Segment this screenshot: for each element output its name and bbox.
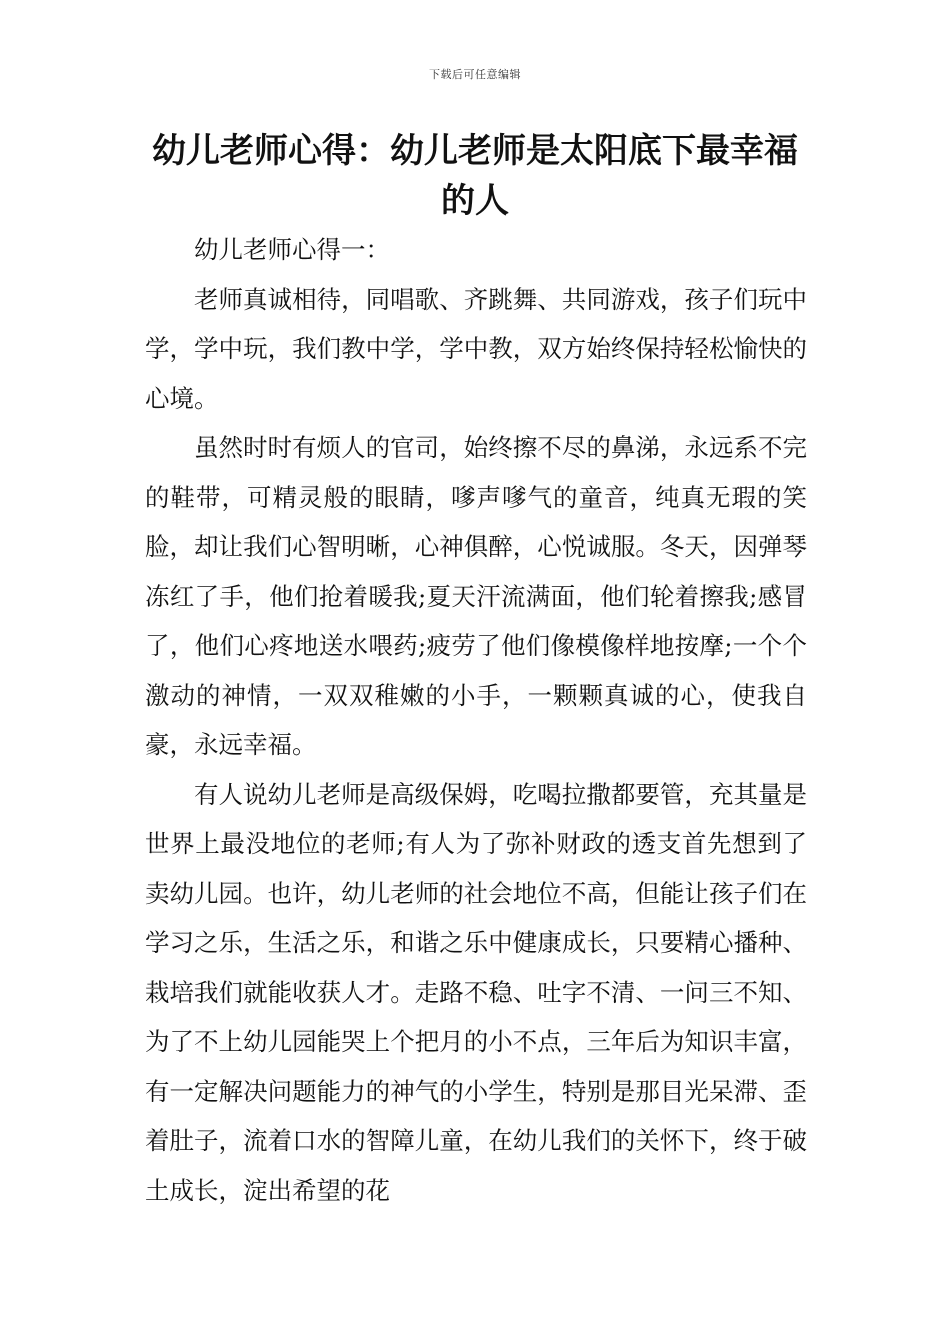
paragraph: 虽然时时有烦人的官司，始终擦不尽的鼻涕，永远系不完的鞋带，可精灵般的眼睛，嗲声嗲气的童音，纯真无瑕的笑脸，却让我们心智明晰，心神俱醉，心悦诚服。冬天，因弹琴冻红了手，他们抢着暖我;夏天汗流满面，他们轮着擦我;感冒了，他们心疼地送水喂药;疲劳了他们像模像样地按摩;一个个激动的神情，一双双稚嫩的小手，一颗颗真诚的心，使我自豪，永远幸福。 — [145, 433, 807, 759]
document-title: 幼儿老师心得：幼儿老师是太阳底下最幸福的人 — [152, 131, 798, 221]
document-body — [145, 225, 807, 1215]
paragraph: 有人说幼儿老师是高级保姆，吃喝拉撒都要管，充其量是世界上最没地位的老师;有人为了弥补财政的透支首先想到了卖幼儿园。也许，幼儿老师的社会地位不高，但能让孩子们在学习之乐，生活之乐，和谐之乐中健康成长，只要精心播种、栽培我们就能收获人才。走路不稳、吐字不清、一问三不知、为了不上幼儿园能哭上个把月的小不点，三年后为知识丰富，有一定解决问题能力的神气的小学生，特别是那目光呆滞、歪着肚子，流着口水的智障儿童，在幼儿我们的关怀下，终于破土成长，淀出希望的花 — [145, 779, 807, 1205]
download-note: 下载后可任意编辑 — [429, 68, 521, 81]
paragraph: 老师真诚相待，同唱歌、齐跳舞、共同游戏，孩子们玩中学，学中玩，我们教中学，学中教，双方始终保持轻松愉快的心境。 — [145, 284, 807, 413]
section-heading: 幼儿老师心得一： — [194, 235, 390, 264]
